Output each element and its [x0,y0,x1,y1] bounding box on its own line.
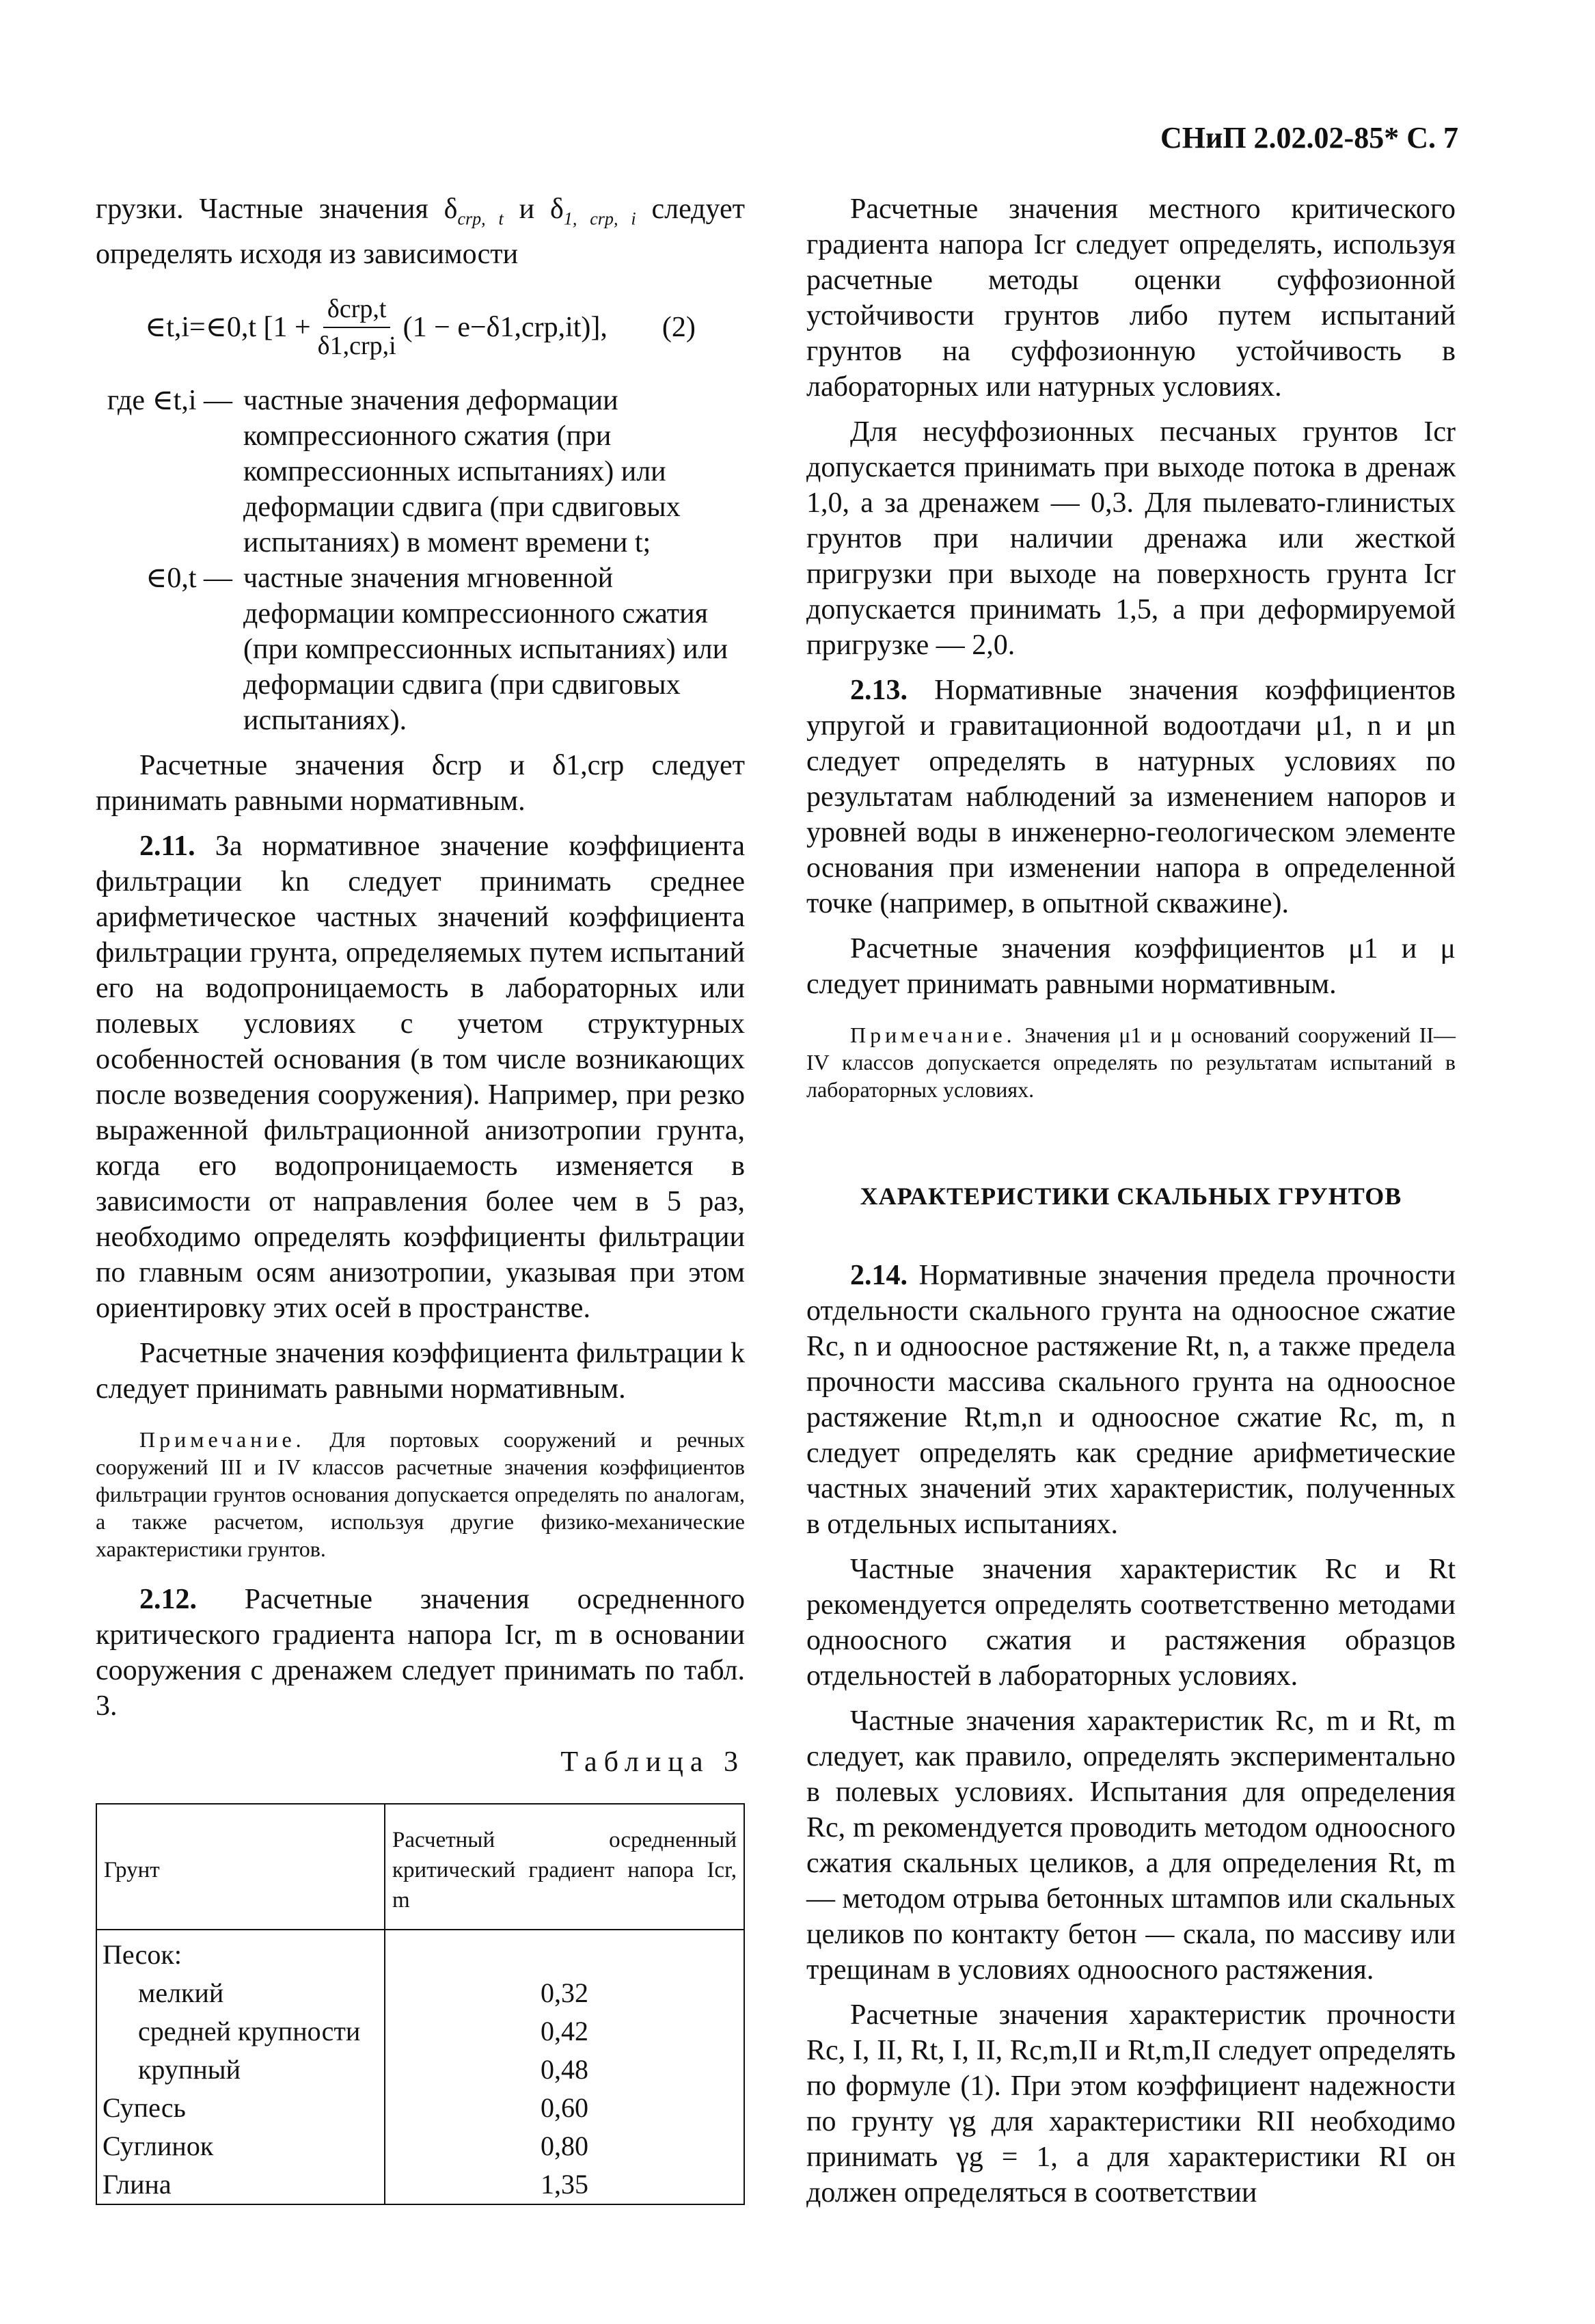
table-row [96,2089,744,2127]
table-row [96,2051,744,2089]
clause-number: 2.11. [139,830,195,863]
left-column [96,191,745,2205]
note: Примечание. Значения μ1 и μ оснований сооружений II—IV классов допускается определять по результатам испытаний в лабораторных условиях. [806,1023,1456,1102]
paragraph: Расчетные значения коэффициента фильтрации k следует принимать равными нормативным. [96,1338,745,1405]
clause-2-13: 2.13. Нормативные значения коэффициентов упругой и гравитационной водоотдачи μ1, n и μn следует определять в натурных условиях по результатам наблюдений за изменением напоров и уровней воды в инженерно-геологическом элементе основания при изменении напора в определенной точке (например, в опытной скважине). [806,675,1456,919]
definition-text: частные значения деформации компрессионного сжатия (при компрессионных испытаниях) или деформации сдвига (при сдвиговых испытаниях) в момент времени t; [243,385,681,559]
formula-left: ∈t,i=∈0,t [1 + [145,312,311,344]
formula-number: (2) [662,312,696,344]
soil-name: средней крупности [96,2012,385,2051]
clause-number: 2.14. [850,1260,908,1291]
gradient-value: 1,35 [385,2165,744,2204]
table-row [96,2127,744,2165]
paragraph: Расчетные значения характеристик прочности Rc, I, II, Rt, I, II, Rc,m,II и Rt,m,II следует определять по формуле (1). При этом коэффициент надежности по грунту γg для характеристики RII необходимо принимать γg = 1, а для характеристики RI он должен определяться в соответствии [806,1999,1456,2208]
table-row [96,2012,744,2051]
paragraph: Для несуффозионных песчаных грунтов Icr допускается принимать при выходе потока в дренаж 1,0, а за дренажем — 0,3. Для пылевато-глинистых грунтов при наличии дренажа или жесткой пригрузки при выходе на поверхность грунта Icr допускается принимать 1,5, а при деформируемой пригрузке — 2,0. [806,416,1456,661]
paragraph: Расчетные значения коэффициентов μ1 и μ следует принимать равными нормативным. [806,933,1456,1000]
table-header-soil: Грунт [96,1804,385,1930]
formula-denominator: δ1,crp,i [317,332,396,361]
definition-text: частные значения мгновенной деформации компрессионного сжатия (при компрессионных испытаниях) или деформации сдвига (при сдвиговых испытаниях). [243,563,728,737]
table-header-gradient: Расчетный осредненный критический градиент напора Icr, m [385,1804,744,1930]
page-header: СНиП 2.02.02-85* С. 7 [1160,121,1458,154]
gradient-value: 0,48 [385,2051,744,2089]
definitions [96,383,745,738]
soil-name: Супесь [96,2089,385,2127]
note: Примечание. Для портовых сооружений и речных сооружений III и IV классов расчетные значения коэффициентов фильтрации грунтов основания допускается определять по аналогам, а также расчетом, используя другие физико-механические характеристики грунтов. [96,1427,745,1562]
clause-2-12: 2.12. Расчетные значения осредненного критического градиента напора Icr, m в основании сооружения с дренажем следует принимать по табл. 3. [96,1584,745,1722]
gradient-value: 0,32 [385,1974,744,2012]
table-title: Таблица 3 [560,1746,745,1779]
gradient-value: 0,80 [385,2127,744,2165]
table-row [96,2165,744,2204]
note-label: Примечание. [850,1023,1016,1047]
formula-numerator: δcrp,t [323,291,390,328]
table-3 [96,1803,745,2205]
paragraph-intro: грузки. Частные значения $\delta_{crp, t}$ и $\delta_{1, crp, i}$ следует определять исходя из зависимости [96,193,745,271]
paragraph: Частные значения характеристик Rc, m и Rt, m следует, как правило, определять экспериментально в полевых условиях. Испытания для определения Rc, m рекомендуется проводить методом одноосного сжатия скальных целиков, а для определения Rt, m — методом отрыва бетонных штампов или скальных целиков по контакту бетон — скала, по массиву или трещинам в условиях одноосного растяжения. [806,1705,1456,1986]
gradient-value: 0,42 [385,2012,744,2051]
clause-2-11: 2.11. За нормативное значение коэффициента фильтрации kn следует принимать среднее арифметическое частных значений коэффициента фильтрации грунта, определяемых путем испытаний его на водопроницаемость в лабораторных или полевых условиях с учетом структурных особенностей основания (в том числе возникающих после возведения сооружения). Например, при резко выраженной фильтрационной анизотропии грунта, когда его водопроницаемость изменяется в зависимости от направления более чем в 5 раз, необходимо определять коэффициенты фильтрации по главным осям анизотропии, указывая при этом ориентировку этих осей в пространстве. [96,830,745,1325]
right-column [806,191,1456,2211]
clause-number: 2.13. [850,675,908,706]
soil-name: мелкий [96,1974,385,2012]
clause-2-14: 2.14. Нормативные значения предела прочности отдельности скального грунта на одноосное сжатие Rc, n и одноосное растяжение Rt, n, а также предела прочности массива скального грунта на одноосное растяжение Rt,m,n и одноосное сжатие Rc, m, n следует определять как средние арифметические частных значений этих характеристик, полученных в отдельных испытаниях. [806,1260,1456,1540]
definition-term: ∈0,t — [146,563,232,595]
paragraph: Расчетные значения местного критического градиента напора Icr следует определять, используя расчетные методы оценки суффозионной устойчивости грунтов либо путем испытаний грунтов на суффозионную устойчивость в лабораторных или натурных условиях. [806,193,1456,403]
paragraph: Частные значения характеристик Rc и Rt рекомендуется определять соответственно методами одноосного сжатия и растяжения образцов отдельностей в лабораторных условиях. [806,1554,1456,1692]
soil-name: Песок: [96,1930,385,1974]
table-row [96,1974,744,2012]
gradient-value: 0,60 [385,2089,744,2127]
clause-number: 2.12. [139,1584,197,1616]
soil-name: крупный [96,2051,385,2089]
definition-term: где ∈t,i — [107,385,232,417]
paragraph: Расчетные значения δcrp и δ1,crp следует принимать равными нормативным. [96,750,745,818]
formula-right: (1 − e−δ1,crp,it)], [403,312,608,344]
soil-name: Суглинок [96,2127,385,2165]
note-label: Примечание. [139,1427,305,1452]
gradient-value [385,1930,744,1974]
formula-fraction [318,291,396,364]
table-row [96,1930,744,1974]
formula-2 [96,291,745,364]
section-heading: ХАРАКТЕРИСТИКИ СКАЛЬНЫХ ГРУНТОВ [860,1183,1402,1210]
soil-name: Глина [96,2165,385,2204]
